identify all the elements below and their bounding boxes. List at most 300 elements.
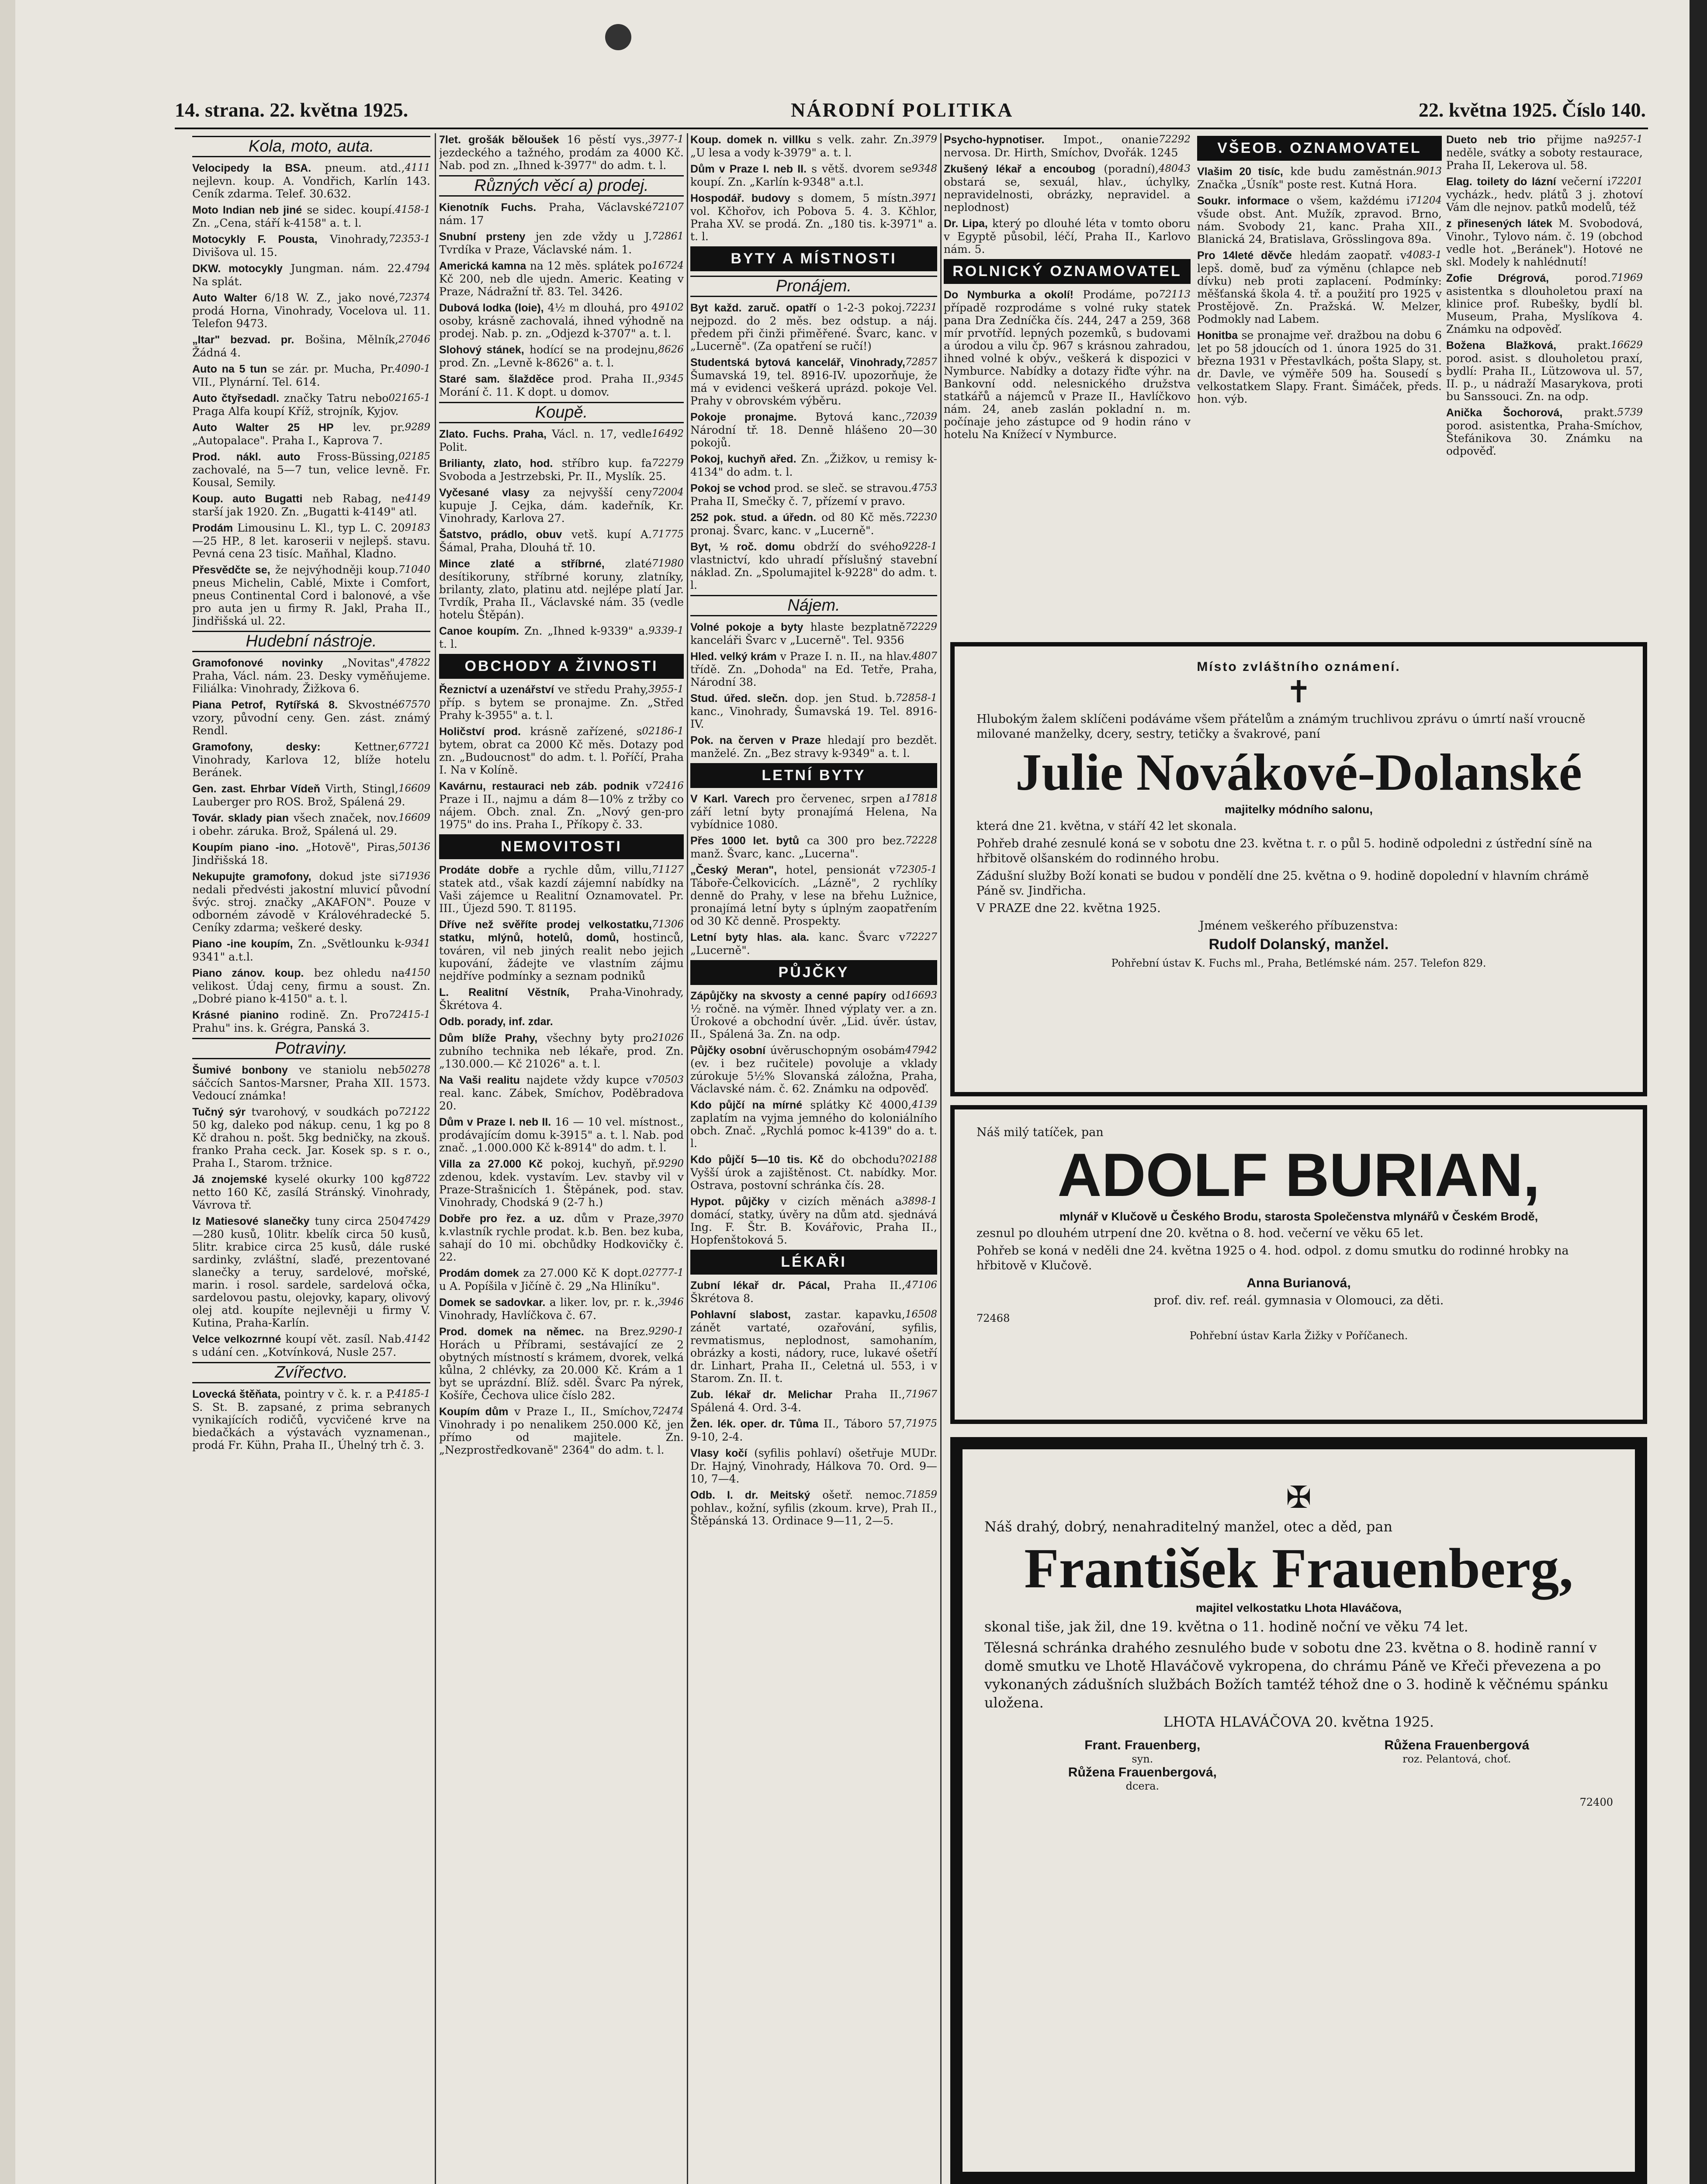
ad-number: 3898-1: [902, 1196, 937, 1207]
ad-text: 16 — 10 vel. místnost., prodávajícím domu k-3915" a. t. l. Nab. pod znač. „1.000.000 Kč k-8914" do adm. t. l.: [439, 1116, 684, 1154]
ad-title: Pro 14leté děvče: [1197, 249, 1292, 262]
column-divider: [687, 133, 688, 2184]
ad-number: 16609: [398, 812, 430, 823]
ad-title: Piano zánov. koup.: [192, 967, 304, 979]
ad-number: 02165-1: [388, 392, 430, 404]
ad-number: 9290-1: [648, 1326, 684, 1337]
ad-text: koupí vět. zasíl. Nab. s udání cen. „Kotvínková, Nusle 257.: [192, 1333, 405, 1358]
ad-title: Tučný sýr: [192, 1106, 246, 1118]
ad-number: 71127: [651, 864, 684, 875]
column-4: [944, 133, 1191, 627]
ad-title: Továr. sklady pian: [192, 812, 289, 824]
obituary-text: Tělesná schránka drahého zesnulého bude v sobotu dne 23. května o 8. hodině ranní v domě smutku ve Lhotě Hlaváčově vykropena, do chrámu Páně ve Křeči převezena a po vykonaných zádušních službách Božích tamtéž téhož dne o 3. hodině k věčnému spánku uložena.: [984, 1639, 1609, 1711]
ad-title: Dům v Praze I. neb II.: [690, 163, 807, 175]
ad-text: Praha-Vinohrady, Škrétova 4.: [439, 986, 684, 1012]
ad-text: značky Tatru nebo Praga Alfa koupí Kříž, strojník, Kyjov.: [192, 392, 399, 418]
section-heading-sale: Různých věcí a) prodej.: [439, 175, 684, 197]
classified-ad: [192, 363, 430, 388]
classified-ad: [690, 650, 937, 688]
ad-text: za 27.000 Kč K dopt. u A. Popíšila v Jičíně č. 29 „Na Hliníku".: [439, 1267, 660, 1292]
ad-number: 3946: [658, 1296, 684, 1308]
ad-title: Zápůjčky na skvosty a cenné papíry: [690, 990, 886, 1002]
ad-number: 47822: [398, 657, 430, 668]
ad-title: Stud. úřed. slečn.: [690, 692, 788, 705]
classified-ad: [690, 1153, 937, 1192]
ad-title: Pokoj se vchod: [690, 482, 771, 494]
ad-title: Slohový stánek,: [439, 344, 524, 356]
ad-text: hledám zaopatř. v lepš. domě, buď za výměnu (chlapce neb dívku) neb proti zaplacení. Podmínky: měšťanská škola 4. tř. a použití pro 1925 v Prostějově. Zn. Pražská. W. Melzer, Podmokly nad Labem.: [1197, 249, 1442, 325]
ad-title: Hled. velký krám: [690, 650, 777, 663]
signature-role: roz. Pelantová, choť.: [1402, 1753, 1511, 1765]
ad-title: Do Nymburka a okolí!: [944, 289, 1074, 301]
cross-icon: ✠: [1286, 1479, 1312, 1515]
ad-number: 3970: [658, 1213, 684, 1224]
ad-text: do obchodu? Vyšší úrok a zajištěnost. Ct. nabídky. Mor. Ostrava, postovní schránka čís. 28.: [690, 1153, 937, 1192]
ad-title: Na Vaši realitu: [439, 1074, 520, 1086]
deceased-name: ADOLF BURIAN,: [1057, 1140, 1540, 1209]
ad-text: Zn. „Žižkov, u remisy k-4134" do adm. t. l.: [690, 453, 937, 478]
ad-number: 16508: [905, 1309, 937, 1320]
classified-ad: [192, 1333, 430, 1358]
section-heading-food: Potraviny.: [192, 1038, 430, 1059]
ad-text: vetš. kupí A. Šámal, Praha, Dlouhá tř. 10.: [439, 528, 652, 554]
ad-title: Villa za 27.000 Kč: [439, 1158, 543, 1170]
ad-title: Dr. Lipa,: [944, 218, 988, 230]
ad-number: 72231: [905, 302, 937, 313]
ad-text: se zár. pr. Mucha, Pr. VII., Plynární. Tel. 614.: [192, 363, 395, 388]
masthead: NÁRODNÍ POLITIKA: [791, 99, 1014, 121]
ad-number: 71306: [651, 919, 684, 930]
ad-number: 9341: [405, 938, 430, 949]
classified-ad: [439, 683, 684, 722]
ad-text: 4½ m dlouhá, pro 4 osoby, krásně zachovalá, ihned výhodně na prodej. Nab. p. zn. „Odjezd k-3707" a. t. l.: [439, 301, 684, 340]
ad-text: „Hotově", Piras, Jindřišská 18.: [192, 841, 398, 867]
ad-number: 72230: [905, 511, 937, 523]
classified-ad: [439, 986, 684, 1012]
ad-text: Bytová kanc., Národní tř. 18. Denně hlášeno 20—30 pokojů.: [690, 411, 937, 449]
ad-number: 9289: [405, 422, 430, 433]
ad-title: Gramofony, desky:: [192, 741, 321, 753]
ad-title: Nekupujte gramofony,: [192, 871, 312, 883]
classified-ad: [439, 133, 684, 172]
ad-number: 9183: [405, 522, 430, 533]
classified-ad: [944, 133, 1191, 159]
classified-ad: [690, 989, 937, 1040]
classified-ad: [439, 1116, 684, 1154]
obituary-novakova: [950, 642, 1647, 1096]
classified-ad: [192, 450, 430, 489]
ad-number: 17818: [905, 793, 937, 804]
classified-ad: [690, 864, 937, 927]
ad-text: kde budu zaměstnán. Značka „Úsník" poste rest. Kutná Hora.: [1197, 165, 1417, 191]
column-divider: [435, 133, 436, 2184]
ad-title: Byt každ. zaruč. opatří: [690, 302, 817, 314]
ad-number: 16693: [905, 990, 937, 1001]
ad-text: na Brez. Horách u Příbrami, sestávající ze 2 obytných místností s krámem, dvorek, velká kůlna, 2 chlévky, za 20.000 Kč. Krám a 1 byt se uprázdní. Blíž. sděl. Švarc Pa nýrek, Košíře, Čechova ulice číslo 282.: [439, 1325, 684, 1402]
signature-block: [1068, 1738, 1217, 1792]
classified-ad: [690, 453, 937, 478]
ad-number: 50136: [398, 841, 430, 853]
banner-shops: OBCHODY A ŽIVNOSTI: [439, 654, 684, 679]
ad-title: Pokoj, kuchyň ařed.: [690, 453, 796, 465]
classified-ad: [192, 657, 430, 695]
ad-number: 72861: [651, 231, 684, 242]
ad-title: Prodám domek: [439, 1267, 519, 1279]
page-header: [175, 98, 1646, 129]
classified-ad: [690, 931, 937, 957]
ad-text: Zn. „Světlounku k-9341" a.t.l.: [192, 937, 405, 963]
ad-text: ve staniolu neb sáčcích Santos-Marsner, Praha XII. 1573. Vedoucí známka!: [192, 1064, 430, 1102]
ad-title: Volné pokoje a byty: [690, 621, 803, 633]
ad-title: Koupím dům: [439, 1406, 509, 1418]
classified-ad: [690, 1308, 937, 1385]
ad-number: 27046: [398, 334, 430, 345]
ad-number: 3955-1: [648, 684, 684, 695]
obituary-text: Pohřeb drahé zesnulé koná se v sobotu dne 23. května t. r. o půl 5. hodině odpoledni z ústřední síně na hřbitově olšanském do rodinného hrobu.: [976, 837, 1593, 865]
ad-number: 16609: [398, 783, 430, 794]
ad-title: Prod. nákl. auto: [192, 451, 301, 463]
classified-ad: [690, 1447, 937, 1485]
ad-number: 72201: [1610, 176, 1643, 187]
page-right-edge: [1690, 0, 1707, 2184]
classified-ad: [1446, 175, 1643, 214]
punch-hole: [605, 24, 631, 50]
ad-number: 72374: [398, 292, 430, 303]
ad-title: z přinesených látek: [1446, 218, 1552, 230]
classified-ad: [439, 1405, 684, 1456]
funeral-home: Pohřební ústav K. Fuchs ml., Praha, Betlémské nám. 257. Telefon 829.: [1111, 957, 1486, 969]
ad-title: Iz Matiesové slanečky: [192, 1215, 310, 1227]
classified-ad: [690, 1417, 937, 1443]
section-heading-rent-out: Pronájem.: [690, 276, 937, 297]
classified-ad: [192, 262, 430, 288]
ad-title: Kdo půjčí 5—10 tis. Kč: [690, 1154, 824, 1166]
ad-text: od ½ ročně. na výměr. Ihned výplaty ver. a zn. Úrokové a obchodní úvěr. „Lid. úvěr. ústav, II., Spálená 3a. Zn. na odp.: [690, 989, 937, 1040]
column-3: [690, 133, 937, 2184]
funeral-home: Pohřební ústav Karla Žižky v Poříčanech.: [1189, 1330, 1408, 1342]
ad-title: Vyčesané vlasy: [439, 487, 530, 499]
classified-ad: [690, 1279, 937, 1305]
ad-title: Zofie Drégrová,: [1446, 272, 1549, 284]
ad-number: 48043: [1158, 163, 1191, 174]
ad-title: Šumivé bonbony: [192, 1064, 288, 1076]
ad-title: Kdo půjčí na mírné: [690, 1099, 803, 1111]
ad-number: 4083-1: [1406, 249, 1442, 261]
ad-number: 72107: [651, 201, 684, 213]
ad-number: 72229: [905, 621, 937, 632]
ad-number: 16492: [651, 428, 684, 439]
ad-number: 9013: [1416, 166, 1442, 177]
ad-text: Kettner, Vinohrady, Karlova 12, blíže hotelu Beránek.: [192, 740, 430, 779]
ad-number: 3977-1: [648, 134, 684, 145]
ad-number: 4090-1: [395, 363, 430, 374]
ad-number: 71040: [398, 564, 430, 575]
ad-text: ve středu Prahy, příp. s bytem se pronajme. Zn. „Střed Prahy k-3955" a. t. l.: [439, 683, 684, 722]
ad-number: 72113: [1158, 289, 1191, 300]
obituary-text: zesnul po dlouhém utrpení dne 20. května o 8. hod. večerní ve věku 65 let.: [976, 1227, 1424, 1240]
ad-text: najdete vždy kupce v real. kanc. Zábek, Smíchov, Poděbradova 20.: [439, 1074, 684, 1112]
ad-text: že nejvýhodněji koup. pneus Michelin, Cablé, Mixte i Comfort, pneus Continental Cord i balonové, a vše pro auta jen u firmy R. Jakl, Praha II., Jindřišská ul. 22.: [192, 563, 430, 627]
ad-text: přijme na neděle, svátky a soboty restaurace, Praha II, Lekerova ul. 58.: [1446, 133, 1643, 172]
ad-number: 72858-1: [895, 692, 937, 704]
classified-ad: [690, 301, 937, 352]
classified-ad: [439, 428, 684, 453]
ad-text: Skvostné vzory, původní ceny. Gen. zást. známý Rendl.: [192, 698, 430, 737]
ad-title: Odb. I. dr. Meitský: [690, 1489, 810, 1501]
ad-number: 47942: [905, 1044, 937, 1056]
ad-title: Hospodář. budovy: [690, 192, 790, 204]
classified-ad: [192, 841, 430, 867]
cross-icon: ✝: [1286, 674, 1312, 710]
ad-text: Praha II., Škrétova 8.: [690, 1279, 905, 1305]
classified-ad: [690, 162, 937, 188]
ad-text: večerní i vycházk., hedv. plátů 3 j. zhotoví Vám dle nejnov. patků modelů, též: [1446, 175, 1643, 214]
ad-title: 252 pok. stud. a úředn.: [690, 511, 817, 524]
ad-number: 3971: [911, 192, 937, 204]
banner-doctors: LÉKAŘI: [690, 1250, 937, 1275]
classified-ad: [690, 133, 937, 159]
ad-text: dům v Praze, k.vlastník rychle prodat. k.b. Ben. bez kuba, sahají do 10 mi. obchůdky Hodkovičky č. 22.: [439, 1212, 684, 1263]
signature-role: syn.: [1132, 1753, 1153, 1765]
ad-title: Zub. lékař dr. Melichar: [690, 1389, 832, 1401]
ad-text: jen zde vždy u J. Tvrdíka v Praze, Václavské nám. 1.: [439, 230, 652, 256]
ad-title: Lovecká štěňata,: [192, 1388, 281, 1400]
banner-real-estate: NEMOVITOSTI: [439, 834, 684, 859]
ad-number: 72474: [651, 1406, 684, 1417]
ad-text: všech značek, nov. i obehr. záruka. Brož, Spálená ul. 29.: [192, 812, 398, 837]
ad-number: 72305-1: [895, 864, 937, 875]
ad-number: 67570: [398, 699, 430, 710]
ad-title: Kienotník Fuchs.: [439, 201, 537, 214]
ad-title: Holičství prod.: [439, 726, 521, 738]
classified-ad: [439, 230, 684, 256]
column-1: [192, 133, 430, 2184]
ad-text: a liker. lov, pr. r. k., Vinohrady, Havlíčkova č. 67.: [439, 1296, 658, 1322]
classified-ad: [439, 343, 684, 369]
ad-number: 70503: [651, 1074, 684, 1085]
ad-text: Prodáme, po případě rozprodáme s volné ruky statek pana Dra Zedníčka čís. 244, 247 a 259, 368 mír prvotříd. lepných pozemků, s budovami a úrodou a vilu čp. 967 s krásnou zahradou, ihned volné k obýv., veškerá k dispozici v Nymburce. Nabídky a dotazy řiďte výhr. na Bankovní odd. nelesnického družstva statkářů a nájemců v Praze II., Havlíčkovo nám. 24, aneb zaslán pokladní n. m. počínaje jeho zástupce od 9 hodin ráno v hotelu Na Knížecí v Nymburce.: [944, 288, 1191, 441]
classified-ad: [192, 782, 430, 808]
classified-ad: [192, 812, 430, 837]
classified-ad: [1446, 339, 1643, 403]
ad-title: DKW. motocykly: [192, 263, 283, 275]
classified-ad: [192, 740, 430, 779]
obituary-mourners: Jménem veškerého příbuzenstva:: [1199, 919, 1398, 933]
column-divider: [940, 133, 942, 2184]
ad-title: Gen. zast. Ehrbar Vídeň: [192, 783, 320, 795]
ad-title: Americká kamna: [439, 260, 526, 272]
classified-ad: [439, 1212, 684, 1263]
ad-title: Anička Šochorová,: [1446, 407, 1563, 419]
ad-title: Prodám: [192, 522, 233, 534]
classified-ad: [192, 967, 430, 1005]
ad-text: a rychle dům, villu, statek atd., však kazdí zájemní nabídky na Vaši zájemce u Realitní Oznamovatel. Pr. III., Újezd 590. T. 81195.: [439, 864, 684, 915]
signatures: [984, 1738, 1613, 1792]
classified-ad: [439, 373, 684, 398]
classified-ad: [690, 482, 937, 508]
ad-title: Dům blíže Prahy,: [439, 1032, 538, 1044]
classified-ad: [439, 1158, 684, 1209]
ad-number: 47106: [905, 1279, 937, 1291]
ad-text: pointry v č. k. r. a P. S. St. B. zapsané, z prima sebranych vynikajících rodičů, vycvičené krve na biedačkách a výstavách vyznamenan., prodá Fr. Kühn, Praha II., Úhelný trh č. 3.: [192, 1388, 430, 1451]
classified-ad: [192, 291, 430, 330]
ad-number: 4139: [911, 1099, 937, 1110]
classified-ad: [439, 1032, 684, 1070]
ad-number: 4150: [405, 967, 430, 978]
ad-text: rodině. Zn. Pro Prahu" ins. k. Grégra, Panská 3.: [192, 1009, 389, 1034]
ad-text: v Praze i II., najmu a dám 8—10% z tržby co nájem. Obch. znal. Zn. „Nový gen-pro 1975" do ins. Praha I., Příkopy č. 33.: [439, 780, 684, 831]
ad-title: Zubní lékař dr. Pácal,: [690, 1279, 830, 1292]
ad-title: Honitba: [1197, 329, 1238, 342]
ad-number: 9348: [911, 163, 937, 174]
ad-number: 9339-1: [648, 625, 684, 636]
ad-number: 72227: [905, 931, 937, 943]
page-left-margin: [0, 0, 15, 2184]
ad-number: 8626: [658, 344, 684, 355]
ad-number: 02188: [905, 1154, 937, 1165]
ad-text: hlaste bezplatně kanceláři Švarc v „Lucerně". Tel. 9356: [690, 621, 905, 646]
ad-text: na 12 měs. splátek po Kč 200, neb dle ujedn. Americ. Keating v Praze, Nádražní tř. 83. Tel. 3426.: [439, 259, 684, 298]
ad-title: Šatstvo, prádlo, obuv: [439, 529, 562, 541]
classified-ad: [1446, 406, 1643, 457]
banner-farmers: ROLNICKÝ OZNAMOVATEL: [944, 259, 1191, 284]
ad-number: 4149: [405, 493, 430, 504]
ad-text: dop. jen Stud. b. kanc., Vinohrady, Šumavská 19. Tel. 8916-IV.: [690, 692, 937, 730]
classified-ad: [439, 918, 684, 982]
classified-ad: [944, 288, 1191, 441]
ad-number: 71859: [905, 1489, 937, 1500]
classified-ad: [690, 511, 937, 537]
classified-ad: [690, 1044, 937, 1095]
ad-title: Soukr. informace: [1197, 195, 1290, 207]
classified-ad: [439, 557, 684, 621]
ad-title: Řeznictví a uzenářství: [439, 684, 554, 696]
ad-title: Vlašim 20 tisíc,: [1197, 166, 1283, 178]
deceased-title: majitel velkostatku Lhota Hlaváčova,: [1195, 1601, 1402, 1614]
ad-number: 67721: [398, 741, 430, 752]
ad-title: Vlasy kočí: [690, 1447, 748, 1459]
classified-ad: [192, 204, 430, 229]
classified-ad: [192, 421, 430, 447]
ad-title: Zkušený lékař a encoubog: [944, 163, 1096, 175]
ad-text: krásně zařízené, s bytem, obrat ca 2000 Kč měs. Dotazy pod zn. „Budoucnost" do adm. t. l. Poříčí, Praha I. Na v Kolíně.: [439, 725, 684, 776]
ad-title: Přes 1000 let. bytů: [690, 835, 800, 847]
ad-text: hotel, pensionát v Táboře-Čelkovicích. „Lázně", 2 rychlíky denně do Prahy, v lese na břehu Lužnice, pronajímá letní byty s úplným zaopatřením od 30 Kč denně. Prospekty.: [690, 864, 937, 927]
ad-title: Brilianty, zlato, hod.: [439, 457, 553, 470]
banner-summer-flats: LETNÍ BYTY: [690, 763, 937, 788]
signature-block: [1384, 1738, 1529, 1792]
ad-number: 4158-1: [395, 204, 430, 215]
obituary-burian: [950, 1105, 1647, 1424]
classified-ad: [690, 1489, 937, 1527]
classified-ad: [192, 1388, 430, 1451]
ad-text: s velk. zahr. Zn. „U lesa a vody k-3979" a. t. l.: [690, 133, 912, 159]
ad-text: prod. se sleč. se stravou. Praha II, Smečky č. 7, přízemí v pravo.: [690, 482, 912, 508]
classified-ad: [439, 725, 684, 776]
obituary-signature: Rudolf Dolanský, manžel.: [1208, 936, 1389, 953]
ad-text: se sidec. koupí. Zn. „Cena, stáří k-4158" a. t. l.: [192, 204, 395, 229]
ad-text: o 1-2-3 pokoj. nejpozd. do 2 měs. bez odstup. a náj. předem při činži přiměřené. Švarc, kanc. v „Lucerně". (Za opatření se ručí!): [690, 301, 937, 352]
ad-text: v Praze I., II., Smíchov, Vinohrady i po nenalikem 250.000 Kč, jen přímo od majitele. Zn. „Nezprostředkovaně" 2364" do adm. t. l.: [439, 1405, 684, 1456]
ad-text: od 80 Kč měs. pronaj. Švarc, kanc. v „Lucerně".: [690, 511, 905, 537]
classified-ad: [192, 563, 430, 627]
classified-ad: [439, 1325, 684, 1402]
ad-number: 71975: [905, 1418, 937, 1429]
ad-title: Letní byty hlas. ala.: [690, 931, 810, 943]
section-heading-animals: Zvířectvo.: [192, 1362, 430, 1383]
ad-title: Hypot. půjčky: [690, 1196, 770, 1208]
ad-number: 50278: [398, 1064, 430, 1075]
ad-title: Byt, ½ roč. domu: [690, 541, 795, 553]
classified-ad: [439, 780, 684, 831]
classified-ad: [690, 734, 937, 760]
classified-ad: [944, 162, 1191, 214]
ad-text: splátky Kč 4000, zaplatím na vyjma jemného do koloniálního obch. Znač. „Rychlá pomoc k-4139" do a. t. l.: [690, 1099, 937, 1150]
ad-number: 21026: [651, 1032, 684, 1044]
signature-name: Růžena Frauenbergová: [1384, 1738, 1530, 1752]
ad-number: 47429: [398, 1215, 430, 1227]
section-heading-purchase: Koupě.: [439, 402, 684, 423]
header-date-left: 14. strana. 22. května 1925.: [175, 99, 409, 121]
ad-number: 16724: [651, 260, 684, 271]
ad-title: 7let. grošák běloušek: [439, 134, 559, 146]
ad-title: V Karl. Varech: [690, 793, 770, 805]
ad-text: dokud jste si nedali předvésti jakostní mluvicí původní švýc. stroj. značky „AKAFON". Pouze v odborném závodě v Královéhradecké 5. Ceníky zdarma; veškeré desky.: [192, 870, 430, 934]
classified-ad: [439, 625, 684, 650]
ad-title: Prod. domek na němec.: [439, 1326, 584, 1338]
ad-text: porod. asistentka s dlouholetou praxí na klinice prof. Rubešky, bydlí bl. Museum, Praha, Myslíkova 4. Známku na odpověď.: [1446, 272, 1643, 335]
header-date-right: 22. května 1925. Číslo 140.: [1418, 99, 1646, 121]
ad-text: Zn. „Ihned k-9339" a. t. l.: [439, 625, 649, 650]
ad-title: „Český Meran",: [690, 864, 777, 876]
ad-number: 72400: [1579, 1796, 1613, 1808]
ad-title: Prodáte dobře: [439, 864, 519, 876]
obituary-frauenberg: [950, 1437, 1647, 2184]
ad-text: v cizích měnách a domácí, statky, úvěry na dům atd. sjednává Ing. F. Štr. B. Kovářovic, Praha II., Hopfenštoková 5.: [690, 1195, 937, 1246]
ad-number: 02186-1: [642, 726, 684, 737]
classified-ad: [690, 1099, 937, 1150]
ad-title: Canoe koupím.: [439, 625, 519, 637]
classified-ad: [690, 1388, 937, 1414]
ad-title: Božena Blažková,: [1446, 339, 1557, 352]
classified-ad: [192, 522, 430, 560]
ad-text: prakt. porod. asistentka, Praha-Smíchov, Štefánikova 30. Známku na odpověď.: [1446, 406, 1643, 457]
ad-text: zlaté desítikoruny, stříbrné koruny, zlatníky, brilanty, zlato, platinu atd. nejlépe platí Jar. Tvrdík, Praha II., Václavské nám. 35 (vedle hotelu Štěpán).: [439, 557, 684, 621]
classified-ad: [1197, 194, 1442, 245]
classified-ad: [690, 192, 937, 243]
ad-text: za nejvyšší ceny kupuje J. Cejka, dám. kadeřník, Kr. Vinohrady, Karlova 27.: [439, 486, 684, 525]
ad-title: Pok. na červen v Praze: [690, 734, 821, 746]
classified-ad: [439, 486, 684, 525]
ad-title: Auto Walter: [192, 292, 257, 304]
ad-title: Velce velkozrnné: [192, 1333, 281, 1345]
ad-title: Zlato. Fuchs. Praha,: [439, 428, 547, 440]
ad-title: Půjčky osobní: [690, 1044, 766, 1057]
ad-text: Bošina, Mělník, Žádná 4.: [192, 333, 398, 359]
ad-title: Pohlavní slabost,: [690, 1309, 791, 1321]
classified-ad: [192, 492, 430, 518]
classified-ad: [690, 411, 937, 449]
classified-ad: [439, 201, 684, 227]
ad-number: 72228: [905, 835, 937, 846]
classified-ad: [439, 528, 684, 554]
obituary-heading: Místo zvláštního oznámení.: [1197, 660, 1401, 674]
ad-number: 4794: [405, 263, 430, 274]
ad-title: Dueto neb trio: [1446, 134, 1536, 146]
ad-number: 4142: [405, 1333, 430, 1344]
ad-text: kanc. Švarc v „Lucerně".: [690, 931, 905, 957]
ad-text: tuny circa 250—280 kusů, 10litr. kbelík circa 50 kusů, 5litr. krabice circa 25 kusů, dále ruské sardinky, zvláštní, slaďé, prezentované slanečky a teruy, sardelové, mořské, marin. i rosol. sardele, sardelová očka, sardelovou pastu, olejovky, kapary, olivový olej atd. koupíte nejlevněji u firmy V. Kutina, Praha-Karlín.: [192, 1215, 430, 1329]
